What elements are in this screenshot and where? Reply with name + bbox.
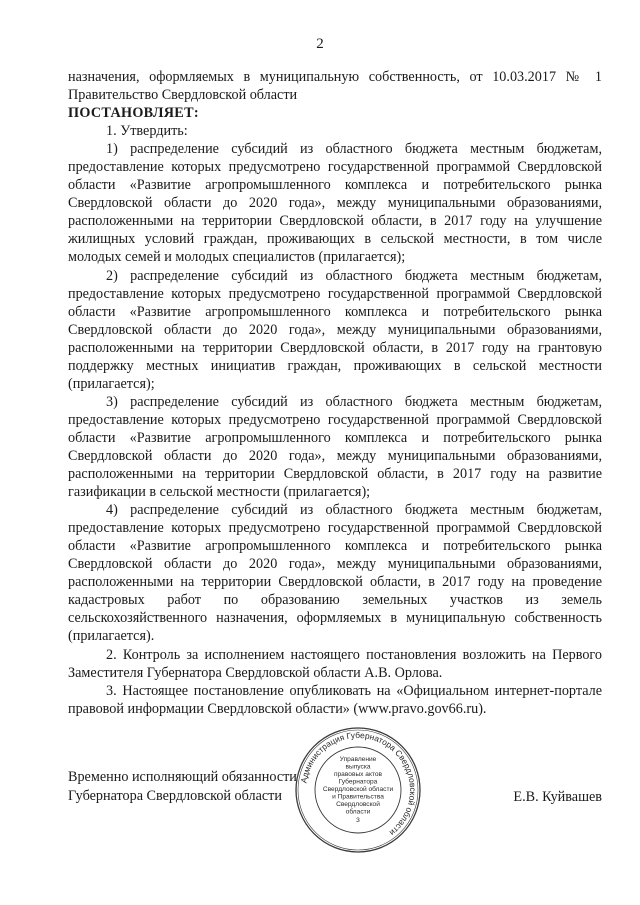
document-body xyxy=(68,68,602,718)
resolution-heading: ПОСТАНОВЛЯЕТ: xyxy=(68,105,199,122)
item-3: 3. Настоящее постановление опубликовать на «Официальном интернет-портале правовой информации Свердловской области» (www.pravo.gov66.ru). xyxy=(68,682,602,717)
stamp-number: 3 xyxy=(356,817,360,824)
stamp-line-2: выпуска xyxy=(345,763,371,771)
subitem-4: 4) распределение субсидий из областного бюджета местным бюджетам, предоставление которых предусмотрено государственной программой Свердловской области «Развитие агропромышленного комплекса и потребительского рынка Свердловской области до 2020 года», между муниципальными образованиями, расположенными на территории Свердловской области, в 2017 году на проведение кадастровых работ по образованию земельных участков из земель сельскохозяйственного назначения, оформляемых в муниципальную собственность (прилагается). xyxy=(68,502,602,645)
official-stamp xyxy=(294,726,422,854)
stamp-line-5: Свердловской области xyxy=(322,786,394,793)
subitem-1: 1) распределение субсидий из областного бюджета местным бюджетам, предоставление которых предусмотрено государственной программой Свердловской области «Развитие агропромышленного комплекса и потребительского рынка Свердловской области до 2020 года», между муниципальными образованиями, расположенными на территории Свердловской области, в 2017 году на улучшение жилищных условий граждан, проживающих в сельской местности, в том числе молодых семей и молодых специалистов (прилагается); xyxy=(68,141,602,266)
signatory-title-line-2: Губернатора Свердловской области xyxy=(68,788,282,804)
stamp-line-8: области xyxy=(345,808,371,816)
stamp-line-7: Свердловской xyxy=(336,801,380,808)
stamp-graphic xyxy=(294,726,422,854)
page-number: 2 xyxy=(316,36,324,52)
stamp-line-6: и Правительства xyxy=(332,793,384,801)
signatory-name: Е.В. Куйвашев xyxy=(513,789,602,805)
stamp-line-4: Губернатора xyxy=(338,778,378,786)
item-2: 2. Контроль за исполнением настоящего постановления возложить на Первого Заместителя Губернатора Свердловской области А.В. Орлова. xyxy=(68,646,602,681)
stamp-line-1: Управление xyxy=(339,756,377,763)
subitem-3: 3) распределение субсидий из областного бюджета местным бюджетам, предоставление которых предусмотрено государственной программой Свердловской области «Развитие агропромышленного комплекса и потребительского рынка Свердловской области до 2020 года», между муниципальными образованиями, расположенными на территории Свердловской области, в 2017 году на развитие газификации в сельской местности (прилагается); xyxy=(68,393,602,501)
stamp-line-3: правовых актов xyxy=(333,771,383,778)
signatory-title xyxy=(68,768,297,806)
stamp-ring-text: Администрация Губернатора Свердловской области xyxy=(298,729,419,839)
intro-paragraph: назначения, оформляемых в муниципальную собственность, от 10.03.2017 № 1 Правительство Свердловской области xyxy=(68,69,602,104)
signatory-title-line-1: Временно исполняющий обязанности xyxy=(68,769,297,785)
subitem-2: 2) распределение субсидий из областного бюджета местным бюджетам, предоставление которых предусмотрено государственной программой Свердловской области «Развитие агропромышленного комплекса и потребительского рынка Свердловской области до 2020 года», между муниципальными образованиями, расположенными на территории Свердловской области, в 2017 году на грантовую поддержку местных инициатив граждан, проживающих в сельской местности (прилагается); xyxy=(68,267,602,392)
item-1: 1. Утвердить: xyxy=(106,123,188,140)
